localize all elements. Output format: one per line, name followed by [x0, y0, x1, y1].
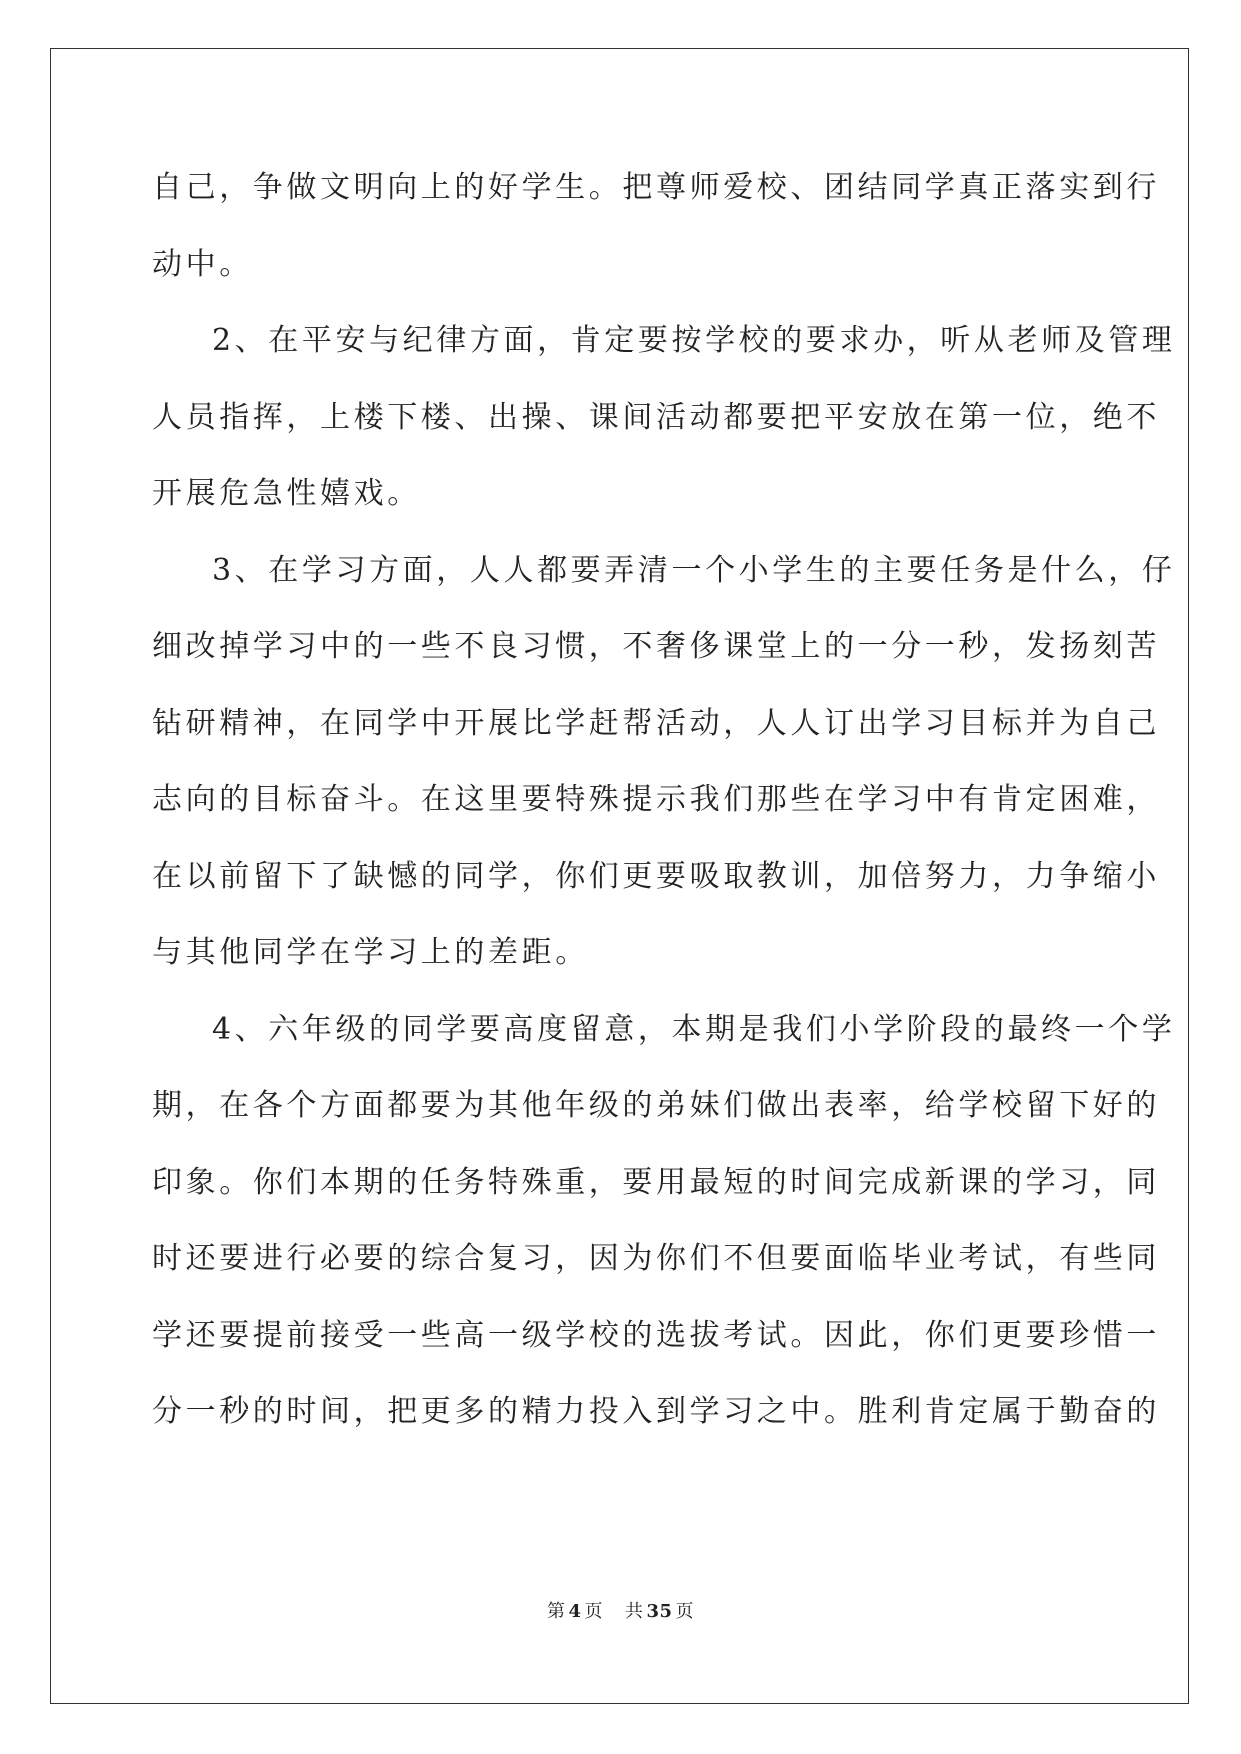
paragraph-start-line: 3、在学习方面，人人都要弄清一个小学生的主要任务是什么，仔 [212, 552, 1176, 588]
page-suffix: 页 [584, 1601, 603, 1622]
paragraph-start-line: 4、六年级的同学要高度留意，本期是我们小学阶段的最终一个学 [212, 1011, 1176, 1047]
document-body [152, 150, 1176, 1451]
body-line: 开展危急性嬉戏。 [152, 476, 421, 511]
body-line: 印象。你们本期的任务特殊重，要用最短的时间完成新课的学习，同 [152, 1164, 1160, 1200]
body-line: 与其他同学在学习上的差距。 [152, 935, 589, 970]
page-number: 4 [568, 1601, 582, 1622]
total-pages: 35 [646, 1601, 673, 1622]
page-prefix: 第 [546, 1601, 566, 1622]
paragraph-start-line: 2、在平安与纪律方面，肯定要按学校的要求办，听从老师及管理 [212, 323, 1176, 358]
body-line: 钻研精神，在同学中开展比学赶帮活动，人人订出学习目标并为自己 [152, 705, 1160, 741]
body-line: 自己，争做文明向上的好学生。把尊师爱校、团结同学真正落实到行 [152, 170, 1160, 205]
body-line: 细改掉学习中的一些不良习惯，不奢侈课堂上的一分一秒，发扬刻苦 [152, 629, 1160, 664]
page-footer [0, 1597, 1241, 1623]
body-line: 志向的目标奋斗。在这里要特殊提示我们那些在学习中有肯定困难， [152, 782, 1160, 817]
body-line: 期，在各个方面都要为其他年级的弟妹们做出表率，给学校留下好的 [152, 1088, 1160, 1123]
body-line: 学还要提前接受一些高一级学校的选拔考试。因此，你们更要珍惜一 [152, 1317, 1160, 1353]
body-line: 时还要进行必要的综合复习，因为你们不但要面临毕业考试，有些同 [152, 1241, 1160, 1276]
body-line: 人员指挥，上楼下楼、出操、课间活动都要把平安放在第一位，绝不 [152, 399, 1160, 435]
body-line: 在以前留下了缺憾的同学，你们更要吸取教训，加倍努力，力争缩小 [152, 858, 1160, 894]
body-line: 动中。 [152, 246, 253, 282]
total-suffix: 页 [675, 1601, 695, 1622]
total-prefix: 共 [624, 1601, 644, 1622]
body-line: 分一秒的时间，把更多的精力投入到学习之中。胜利肯定属于勤奋的 [152, 1394, 1160, 1429]
